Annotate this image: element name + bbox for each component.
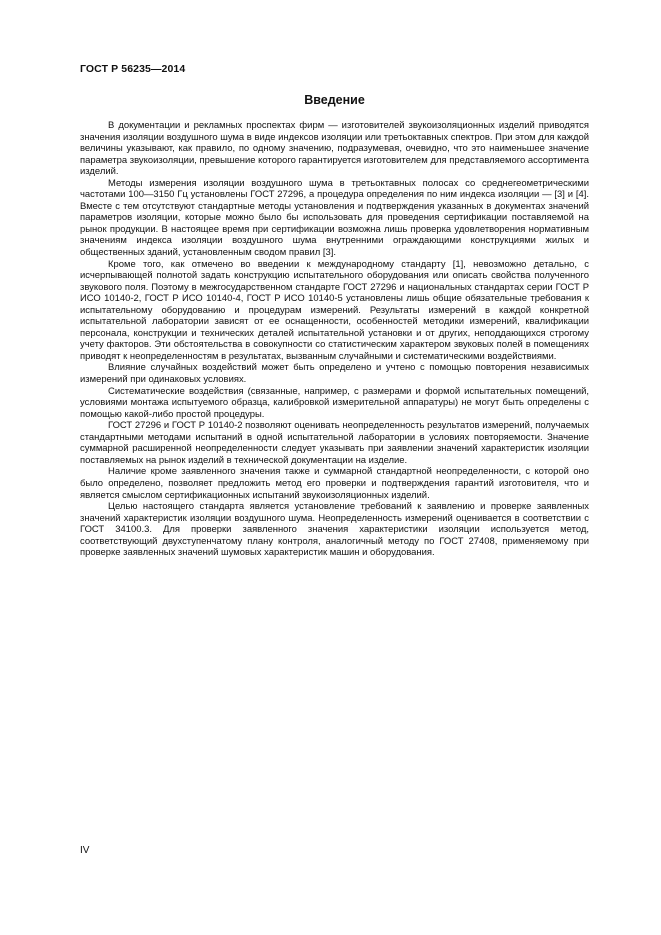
paragraph: Кроме того, как отмечено во введении к международному стандарту [1], невозможно детально, с исчерпывающей полнотой задать конструкцию испытательного оборудования или описать свойства полученного звукового поля. Поэтому в межгосударственном стандарте ГОСТ 27296 и национальных стандартах серии ГОСТ Р ИСО 10140-2, ГОСТ Р ИСО 10140-4, ГОСТ Р ИСО 10140-5 установлены лишь общие обязательные требования к испытательному оборудованию и процедурам измерений. Результаты измерений в каждой конкретной испытательной лаборатории зависят от ее оснащенности, особенностей методики измерений, квалификации персонала, конструкции и технических деталей испытательной установки и от других, неподдающихся строгому учету факторов. Эти обстоятельства в совокупности со статистическим характером звуковых полей в помещениях приводят к неопределенностям в результатах, вызванным случайными и систематическими воздействиями. [80,258,589,362]
paragraph: Методы измерения изоляции воздушного шума в третьоктавных полосах со среднегеометрическими частотами 100—3150 Гц установлены ГОСТ 27296, а процедура определения по ним индекса изоляции — [3] и [4]. Вместе с тем отсутствуют стандартные методы установления и подтверждения указанных в документах значений параметров изоляции, которые можно было бы использовать для проведения сертификации поставляемой на рынок продукции. В настоящее время при сертификации возможна лишь проверка удовлетворения нормативным значениям индекса изоляции воздушного шума внутренними ограждающими конструкциями жилых и общественных зданий, установленным сводом правил [3]. [80,177,589,259]
paragraph: В документации и рекламных проспектах фирм — изготовителей звукоизоляционных изделий приводятся значения изоляции воздушного шума в виде индексов изоляции или третьоктавных спектров. При этом для каждой величины указывают, как правило, по одному значению, подразумевая, очевидно, что это наименьшее значение параметра звукоизоляции, превышение которого гарантируется изготовителем для представляемого ассортимента изделий. [80,120,589,178]
paragraph: ГОСТ 27296 и ГОСТ Р 10140-2 позволяют оценивать неопределенность результатов измерений, получаемых стандартными методами испытаний в одной испытательной лаборатории в условиях повторяемости. Значение суммарной расширенной неопределенности следует указывать при заявлении значений характеристик изоляции поставляемых на рынок изделий в технической документации на изделие. [80,420,589,466]
body-text [80,120,589,559]
paragraph: Наличие кроме заявленного значения также и суммарной стандартной неопределенности, с которой оно было определено, позволяет предложить метод его проверки и подтверждения гарантий изготовителя, что и является смыслом сертификационных испытаний звукоизоляционных изделий. [80,466,589,501]
paragraph: Систематические воздействия (связанные, например, с размерами и формой испытательных помещений, условиями монтажа испытуемого образца, калибровкой измерительной аппаратуры) не могут быть определены с помощью какой-либо простой процедуры. [80,385,589,420]
paragraph: Целью настоящего стандарта является установление требований к заявлению и проверке заявленных значений характеристик изоляции воздушного шума. Неопределенность измерений оценивается в соответствии с ГОСТ 34100.3. Для проверки заявленного значения характеристики изоляции используется метод, соответствующий двухступенчатому плану контроля, аналогичный методу по ГОСТ 27408, применяемому при проверке заявленных значений шумовых характеристик машин и оборудования. [80,501,589,559]
section-title: Введение [304,93,365,107]
page-number: IV [80,845,90,856]
document-header: ГОСТ Р 56235—2014 [80,63,186,75]
paragraph: Влияние случайных воздействий может быть определено и учтено с помощью повторения независимых измерений при одинаковых условиях. [80,362,589,386]
